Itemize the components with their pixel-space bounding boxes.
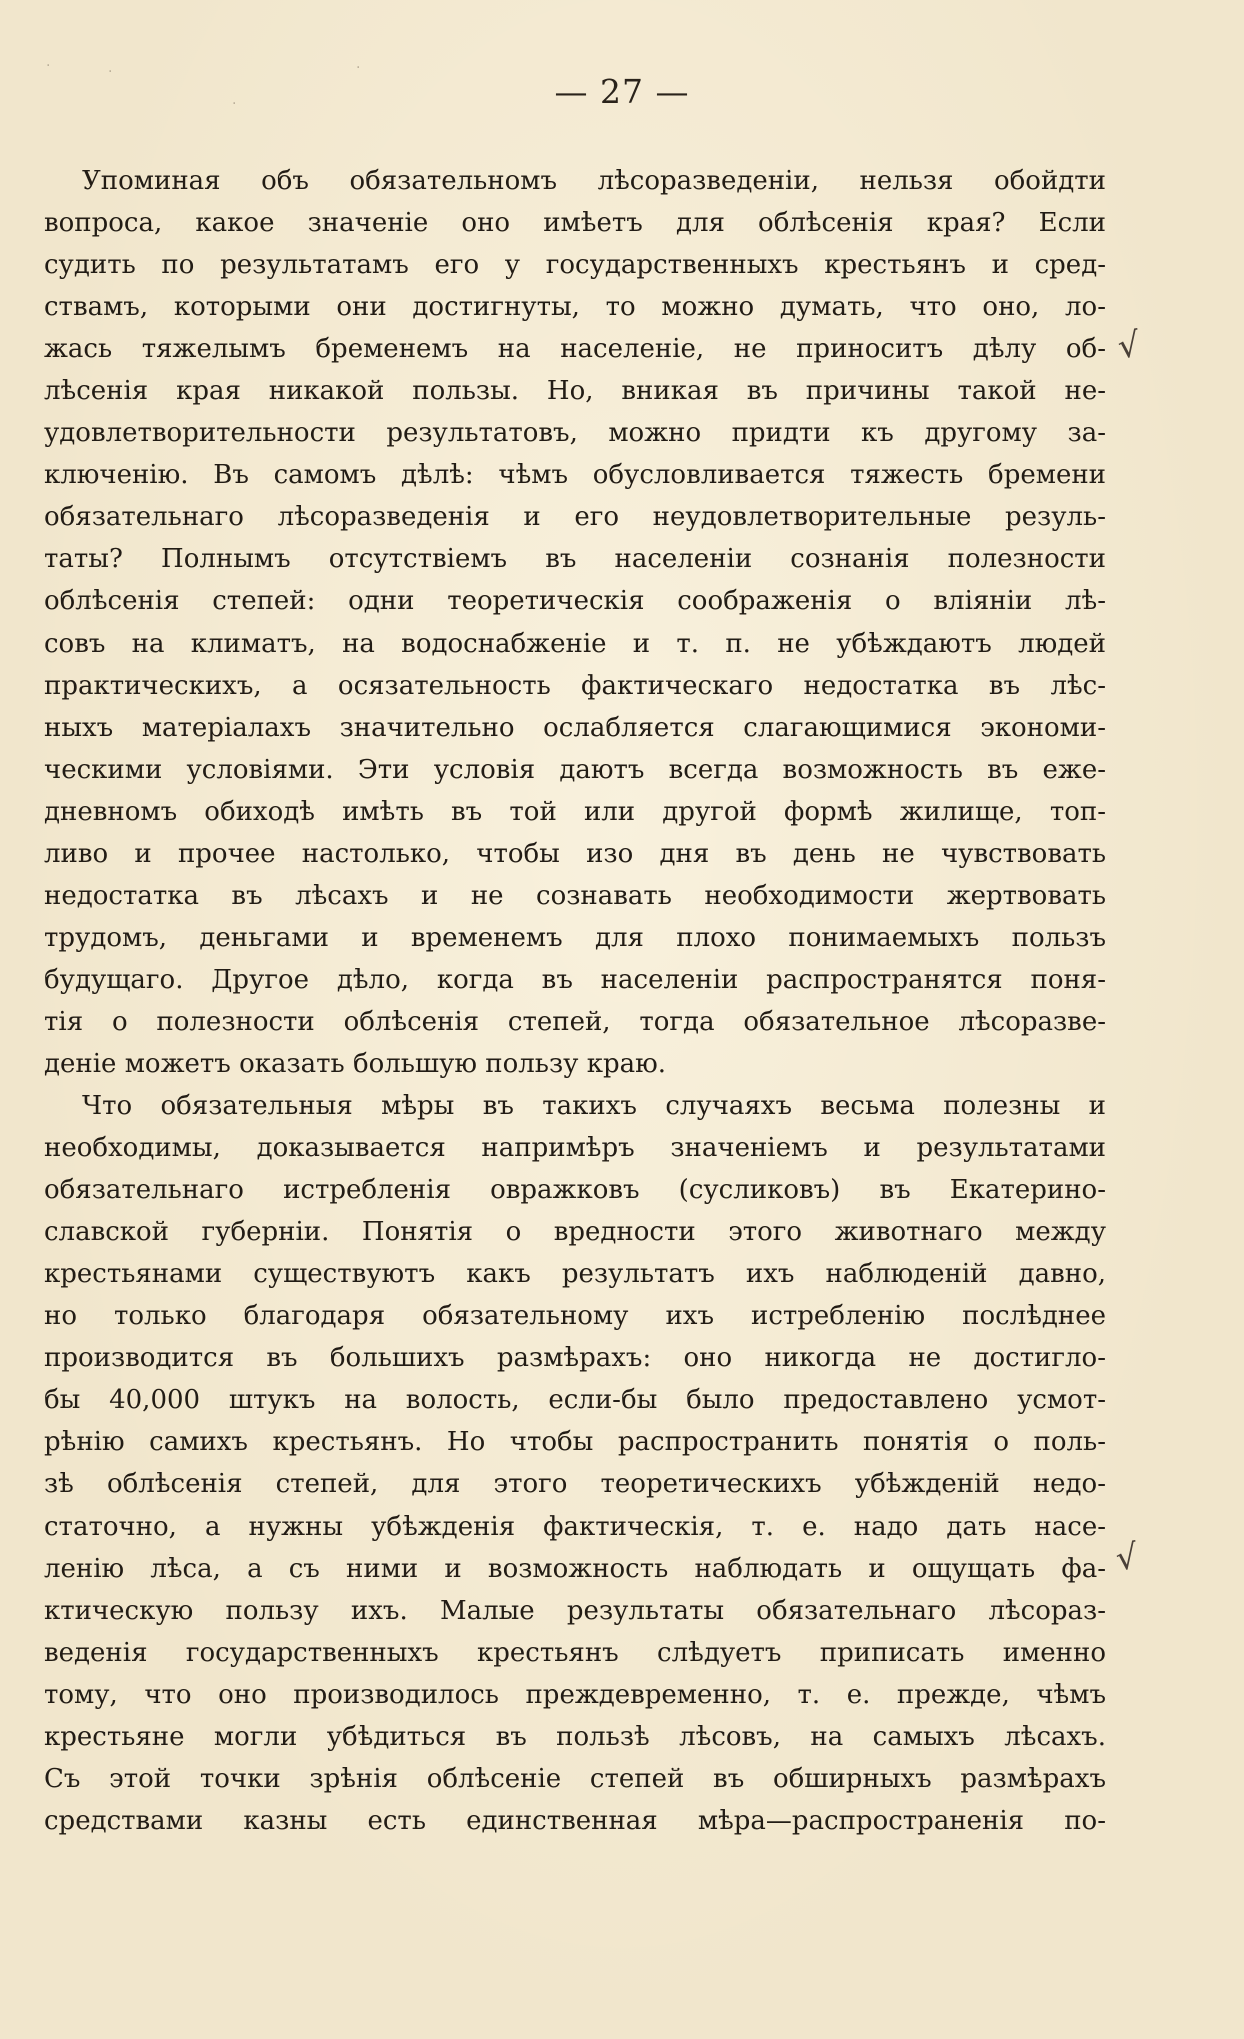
- paper-speck: ·: [108, 64, 113, 80]
- text-line: судить по результатамъ его у государственныхъ крестьянъ и сред-: [44, 250, 1106, 281]
- text-line: средствами казны есть единственная мѣра—распространенія по-: [44, 1805, 1106, 1836]
- text-line: удовлетворительности результатовъ, можно придти къ другому за-: [44, 418, 1106, 449]
- text-line: практическихъ, а осязательность фактическаго недостатка въ лѣс-: [44, 670, 1106, 701]
- text-line: трудомъ, деньгами и временемъ для плохо понимаемыхъ пользъ: [44, 922, 1106, 953]
- text-line: славской губерніи. Понятія о вредности этого животнаго между: [44, 1217, 1106, 1248]
- text-line: необходимы, доказывается напримѣръ значеніемъ и результатами: [44, 1133, 1106, 1164]
- text-line: тому, что оно производилось преждевременно, т. е. прежде, чѣмъ: [44, 1679, 1106, 1710]
- text-line: ленію лѣса, а съ ними и возможность наблюдать и ощущать фа-: [44, 1553, 1106, 1584]
- text-line: лѣсенія края никакой пользы. Но, вникая въ причины такой не-: [44, 376, 1106, 407]
- text-line: рѣнію самихъ крестьянъ. Но чтобы распространить понятія о поль-: [44, 1427, 1106, 1458]
- text-line: ктическую пользу ихъ. Малые результаты обязательнаго лѣсораз-: [44, 1595, 1106, 1626]
- text-line: Упоминая объ обязательномъ лѣсоразведеніи, нельзя обойдти: [82, 166, 1106, 196]
- text-line: будущаго. Другое дѣло, когда въ населеніи распространятся поня-: [44, 964, 1106, 995]
- text-line: зѣ облѣсенія степей, для этого теоретическихъ убѣжденій недо-: [44, 1469, 1106, 1500]
- text-line: ствамъ, которыми они достигнуты, то можно думать, что оно, ло-: [44, 292, 1106, 323]
- text-line: ческими условіями. Эти условія даютъ всегда возможность въ еже-: [44, 754, 1106, 785]
- paper-speck: ·: [356, 60, 361, 76]
- text-line: крестьянами существуютъ какъ результатъ ихъ наблюденій давно,: [44, 1259, 1106, 1290]
- text-line: веденія государственныхъ крестьянъ слѣдуетъ приписать именно: [44, 1637, 1106, 1668]
- paper-speck: ·: [46, 58, 51, 74]
- text-line: но только благодаря обязательному ихъ истребленію послѣднее: [44, 1301, 1106, 1332]
- text-line: деніе можетъ оказать большую пользу краю.: [44, 1048, 666, 1079]
- text-line: Съ этой точки зрѣнія облѣсеніе степей въ обширныхъ размѣрахъ: [44, 1763, 1106, 1794]
- paper-speck: ·: [232, 96, 237, 112]
- text-line: совъ на климатъ, на водоснабженіе и т. п. не убѣждаютъ людей: [44, 628, 1106, 659]
- body-text: [44, 160, 1106, 1842]
- text-line: обязательнаго истребленія овражковъ (сусликовъ) въ Екатерино-: [44, 1175, 1106, 1206]
- margin-check-mark: √: [1115, 324, 1143, 368]
- text-line: бы 40,000 штукъ на волость, если-бы было предоставлено усмот-: [44, 1385, 1106, 1416]
- text-line: недостатка въ лѣсахъ и не сознавать необходимости жертвовать: [44, 880, 1106, 911]
- text-line: крестьяне могли убѣдиться въ пользѣ лѣсовъ, на самыхъ лѣсахъ.: [44, 1721, 1106, 1752]
- text-line: облѣсенія степей: одни теоретическія соображенія о вліяніи лѣ-: [44, 586, 1106, 617]
- margin-check-mark: √: [1113, 1536, 1141, 1580]
- text-line: тія о полезности облѣсенія степей, тогда обязательное лѣсоразве-: [44, 1006, 1106, 1037]
- text-line: жась тяжелымъ бременемъ на населеніе, не приноситъ дѣлу об-: [44, 334, 1106, 365]
- page-number: — 27 —: [554, 72, 690, 111]
- text-line: таты? Полнымъ отсутствіемъ въ населеніи сознанія полезности: [44, 544, 1106, 575]
- text-line: ключенію. Въ самомъ дѣлѣ: чѣмъ обусловливается тяжесть бремени: [44, 460, 1106, 491]
- text-line: дневномъ обиходѣ имѣть въ той или другой формѣ жилище, топ-: [44, 796, 1106, 827]
- text-line: ныхъ матеріалахъ значительно ослабляется слагающимися экономи-: [44, 712, 1106, 743]
- text-line: статочно, а нужны убѣжденія фактическія, т. е. надо дать насе-: [44, 1511, 1106, 1542]
- text-line: вопроса, какое значеніе оно имѣетъ для облѣсенія края? Если: [44, 208, 1106, 239]
- text-line: Что обязательныя мѣры въ такихъ случаяхъ весьма полезны и: [82, 1091, 1106, 1122]
- text-line: производится въ большихъ размѣрахъ: оно никогда не достигло-: [44, 1343, 1106, 1374]
- text-line: обязательнаго лѣсоразведенія и его неудовлетворительные резуль-: [44, 502, 1106, 533]
- text-line: ливо и прочее настолько, чтобы изо дня въ день не чувствовать: [44, 838, 1106, 869]
